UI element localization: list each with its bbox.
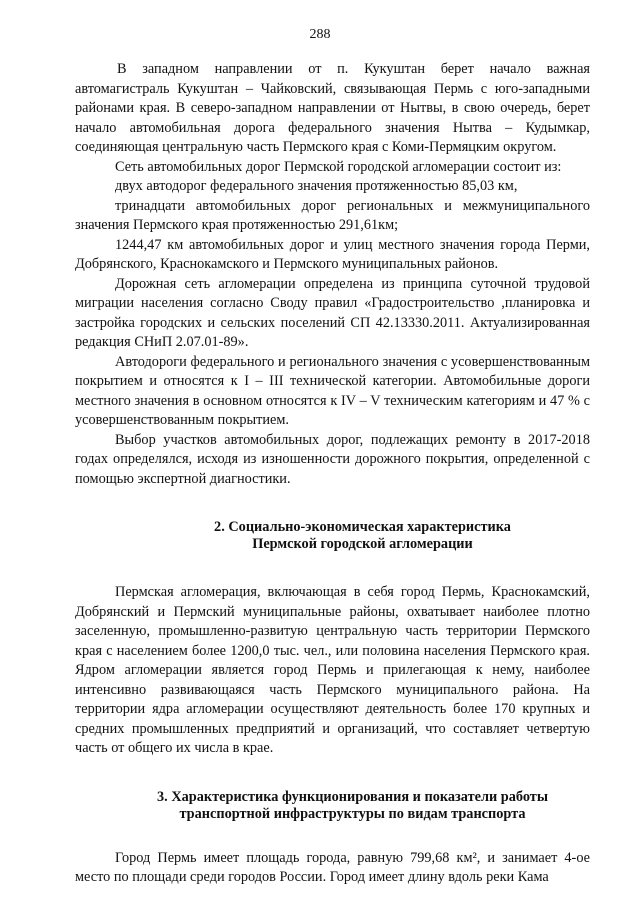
- paragraph: двух автодорог федерального значения протяженностью 85,03 км,: [115, 178, 518, 194]
- section-heading-line: 3. Характеристика функционирования и показатели работы: [157, 788, 548, 805]
- section-heading-line: 2. Социально-экономическая характеристика: [214, 519, 511, 535]
- paragraph: 1244,47 км автомобильных дорог и улиц местного значения города Перми, Добрянского, Краснокамского и Пермского муниципальных районов.: [75, 236, 590, 272]
- section-heading-line: транспортной инфраструктуры по видам транспорта: [179, 805, 526, 822]
- paragraph: Выбор участков автомобильных дорог, подлежащих ремонту в 2017-2018 годах определялся, исходя из изношенности дорожного покрытия, определенной с помощью экспертной диагностики.: [75, 431, 590, 487]
- section-heading: [75, 789, 590, 823]
- document-body: [75, 60, 590, 888]
- paragraph: Пермская агломерация, включающая в себя город Пермь, Краснокамский, Добрянский и Пермский муниципальные районы, охватывает наиболее плотно заселенную, промышленно-развитую центральную часть территории Пермского края с населением более 1200,0 тыс. чел., или половина населения Пермского края. Ядром агломерации является город Пермь и прилегающая к нему, наиболее интенсивно развивающаяся часть Пермского муниципального района. На территории ядра агломерации осуществляют деятельность более 170 крупных и средних промышленных предприятий и организаций, что составляет четвертую часть от общего их числа в крае.: [75, 584, 590, 756]
- section-heading-line: Пермской городской агломерации: [252, 536, 473, 552]
- paragraph: Автодороги федерального и регионального значения с усовершенствованным покрытием и относятся к I – III технической категории. Автомобильные дороги местного значения в основном относятся к IV – V техническим категориям и 47 % с усовершенствованным покрытием.: [75, 353, 590, 428]
- page-number: 288: [309, 27, 331, 42]
- paragraph: тринадцати автомобильных дорог региональных и межмуниципального значения Пермского края протяженностью 291,61км;: [75, 197, 590, 233]
- paragraph: Дорожная сеть агломерации определена из принципа суточной трудовой миграции населения согласно Своду правил «Градостроительство ,планировка и застройка городских и сельских поселений СП 42.13330.2011. Актуализированная редакция СНиП 2.07.01-89».: [75, 275, 590, 350]
- paragraph: Город Пермь имеет площадь города, равную 799,68 км², и занимает 4-ое место по площади среди городов России. Город имеет длину вдоль реки Кама: [75, 849, 590, 885]
- paragraph: В западном направлении от п. Кукуштан берет начало важная автомагистраль Кукуштан – Чайковский, связывающая Пермь с юго-западными районами края. В северо-западном направлении от Нытвы, в свою очередь, берет начало автомобильная дорога федерального значения Нытва – Кудымкар, соединяющая центральную часть Пермского края с Коми-Пермяцким округом.: [75, 61, 590, 155]
- paragraph: Сеть автомобильных дорог Пермской городской агломерации состоит из:: [115, 158, 562, 175]
- section-heading: [75, 519, 590, 553]
